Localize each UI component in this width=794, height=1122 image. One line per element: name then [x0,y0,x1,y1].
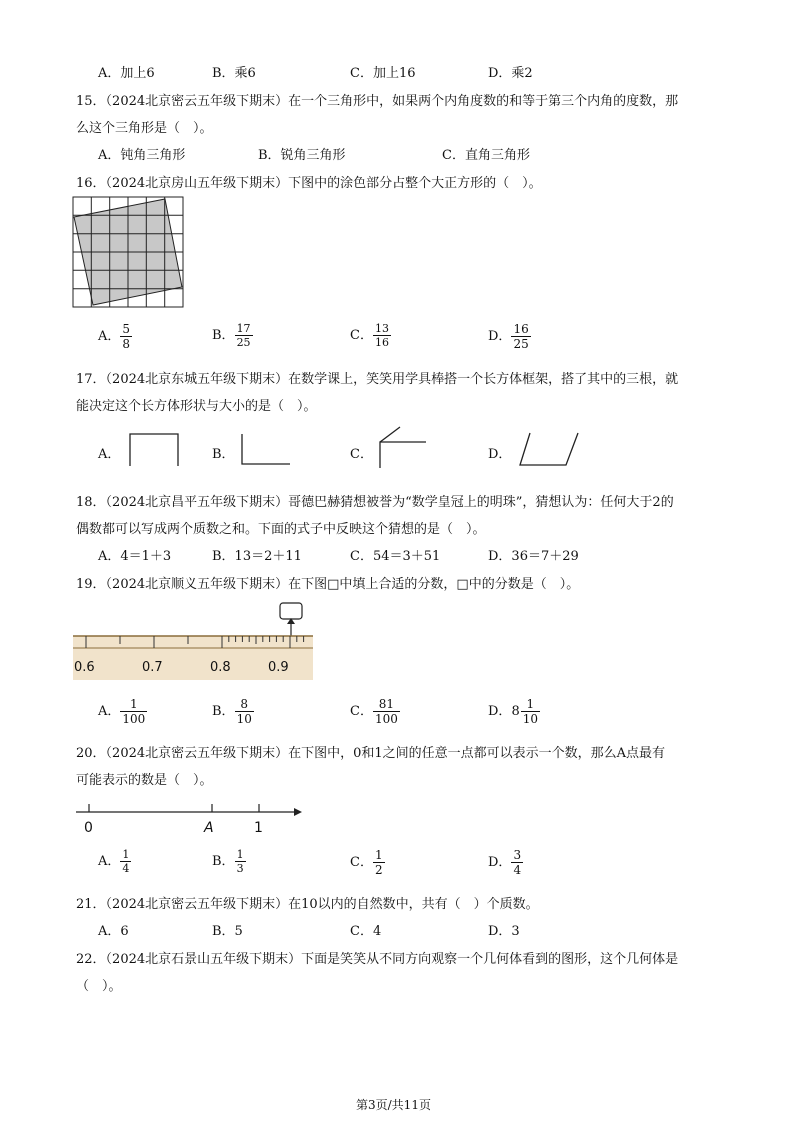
q17-figure-a [126,430,182,468]
q19-option-c: C． $\frac{81}{100}$ [350,697,398,726]
q22-text-line2: （ ）。 [76,979,122,994]
q14-option-a: A．加上6 [98,66,155,81]
q16-option-c: C． $\frac{13}{16}$ [350,322,389,349]
q20-option-a: A． $\frac{1}{4}$ [98,848,130,875]
q17-text-line2: 能决定这个长方体形状与大小的是（ ）。 [76,399,317,414]
q16-text-line1: 16．（2024北京房山五年级下期末）下图中的涂色部分占整个大正方形的（ ）。 [76,176,542,191]
q20-option-c: C． $\frac{1}{2}$ [350,848,383,877]
page-number: 第3页/共11页 [356,1098,431,1112]
q22-text-line1: 22．（2024北京石景山五年级下期末）下面是笑笑从不同方向观察一个几何体看到的图形，这个几何体是 [76,952,679,967]
q21-option-b: B．5 [212,924,243,939]
q16-square-figure [72,196,186,308]
q20-text-line1: 20．（2024北京密云五年级下期末）在下图中，0和1之间的任意一点都可以表示一个数，那么A点最有 [76,746,666,761]
ruler-label-0-7: 0.7 [142,660,163,675]
q18-text-line1: 18．（2024北京昌平五年级下期末）哥德巴赫猜想被誉为“数学皇冠上的明珠”，猜想认为：任何大于2的 [76,495,674,510]
q16-option-d: D． $\frac{16}{25}$ [488,322,529,351]
q18-option-d: D．36＝7＋29 [488,549,579,564]
axis-label-1: 1 [254,820,263,836]
q16-option-b: B． $\frac{17}{25}$ [212,322,251,349]
q17-text-line1: 17．（2024北京东城五年级下期末）在数学课上，笑笑用学具棒搭一个长方体框架，搭了其中的三根，就 [76,372,679,387]
q18-option-b: B．13＝2＋11 [212,549,302,564]
q21-option-a: A．6 [98,924,129,939]
answer-box [280,603,302,619]
q20-option-d: D． $\frac{3}{4}$ [488,848,522,877]
q20-number-line [72,798,304,838]
q14-option-b: B．乘6 [212,66,256,81]
q16-option-a: A． $\frac{5}{8}$ [98,322,131,351]
q19-option-b: B． $\frac{8}{10}$ [212,697,252,726]
q21-text-line1: 21．（2024北京密云五年级下期末）在10以内的自然数中，共有（ ）个质数。 [76,897,539,912]
q17-figure-c [374,424,430,470]
q14-option-d: D．乘2 [488,66,533,81]
q19-ruler-figure [72,600,316,682]
q20-text-line2: 可能表示的数是（ ）。 [76,773,213,788]
q18-option-c: C．54＝3＋51 [350,549,441,564]
ruler-label-0-6: 0.6 [74,660,95,675]
q21-option-c: C．4 [350,924,382,939]
axis-arrow-icon [294,808,302,816]
q14-option-c: C．加上16 [350,66,416,81]
q15-option-b: B．锐角三角形 [258,148,346,163]
q17-figure-b [238,430,294,468]
axis-label-a: A [204,820,214,836]
q20-option-b: B． $\frac{1}{3}$ [212,848,244,875]
q17-option-c-label: C． [350,447,373,462]
q19-option-d: D．8 $\frac{1}{10}$ [488,697,538,726]
q21-option-d: D．3 [488,924,520,939]
axis-label-0: 0 [84,820,93,836]
q15-text-line2: 么这个三角形是（ ）。 [76,121,213,136]
q15-option-c: C．直角三角形 [442,148,530,163]
q18-text-line2: 偶数都可以写成两个质数之和。下面的式子中反映这个猜想的是（ ）。 [76,522,486,537]
q15-text-line1: 15．（2024北京密云五年级下期末）在一个三角形中，如果两个内角度数的和等于第三个内角的度数，那 [76,94,679,109]
q19-text-line1: 19．（2024北京顺义五年级下期末）在下图□中填上合适的分数，□中的分数是（ ）。 [76,577,580,592]
q15-option-a: A．钝角三角形 [98,148,186,163]
ruler-label-0-9: 0.9 [268,660,289,675]
ruler-label-0-8: 0.8 [210,660,231,675]
q19-option-a: A． $\frac{1}{100}$ [98,697,146,726]
q17-option-d-label: D． [488,447,512,462]
q18-option-a: A．4＝1＋3 [98,549,172,564]
q17-option-b-label: B． [212,447,235,462]
q17-figure-d [516,430,582,468]
q17-option-a-label: A． [98,447,121,462]
